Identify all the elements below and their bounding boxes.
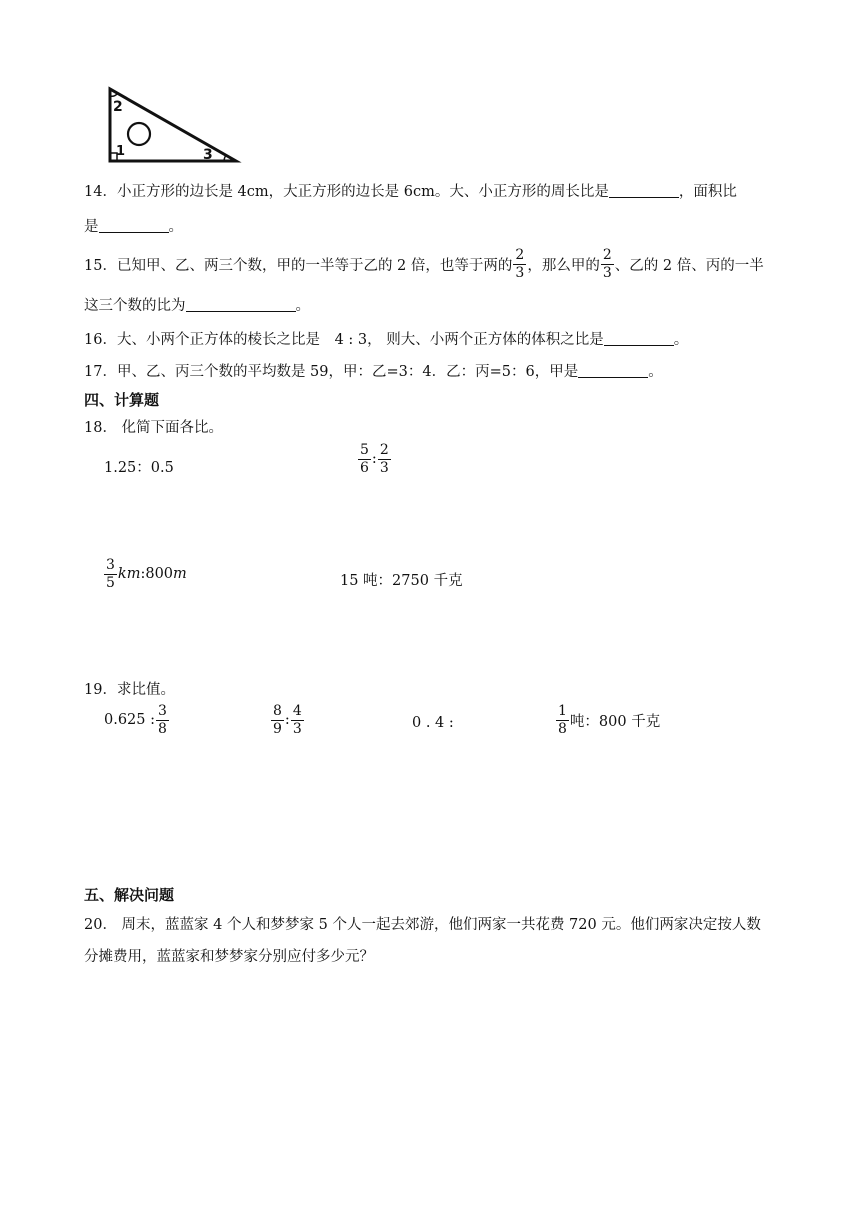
question-17: 17．甲、乙、丙三个数的平均数是 59，甲：乙=3：4．乙：丙=5：6，甲是 。: [84, 364, 663, 380]
section-heading-4: 四、计算题: [84, 391, 160, 409]
answer-blank[interactable]: [99, 218, 169, 233]
q18-item-d: 15 吨：2750 千克: [340, 573, 463, 589]
angle-label-3: 3: [203, 147, 213, 163]
answer-blank[interactable]: [186, 297, 296, 312]
answer-blank[interactable]: [604, 331, 674, 346]
q18-item-a: 1.25：0.5: [104, 460, 174, 476]
q18-item-b: $\frac{5}{6}$ : $\frac{2}{3}$: [360, 442, 389, 476]
question-15-line1: 15．已知甲、乙、两三个数，甲的一半等于乙的 2 倍，也等于两的 $\frac{2}{3}$ ，那么甲的 $\frac{2}{3}$ 、乙的 2 倍、丙的一半: [84, 246, 764, 281]
question-15-line2: 这三个数的比为 。: [84, 298, 310, 314]
question-16: 16．大、小两个正方体的棱长之比是 4 : 3， 则大、小两个正方体的体积之比是 。: [84, 332, 689, 348]
q19-item-c: 0 . 4 :: [412, 715, 454, 731]
q19-item-a: 0.625 : $\frac{3}{8}$: [104, 703, 167, 737]
q18-item-c: $\frac{3}{5}$ km :800 m: [106, 557, 187, 591]
triangle-figure: [100, 84, 242, 166]
answer-blank[interactable]: [609, 183, 679, 198]
fraction: $\frac{2}{3}$: [602, 246, 612, 281]
angle-label-2: 2: [113, 99, 123, 115]
q19-item-b: $\frac{8}{9}$ : $\frac{4}{3}$: [273, 703, 302, 737]
question-14-line1: 14．小正方形的边长是 4cm，大正方形的边长是 6cm。大、小正方形的周长比是 ，面积比: [84, 184, 737, 200]
question-20-line1: 20． 周末，蓝蓝家 4 个人和梦梦家 5 个人一起去郊游，他们两家一共花费 720 元。他们两家决定按人数: [84, 917, 761, 933]
question-20-line2: 分摊费用，蓝蓝家和梦梦家分别应付多少元？: [84, 949, 374, 965]
question-14-line2: 是 。: [84, 219, 183, 235]
answer-blank[interactable]: [578, 363, 648, 378]
section-heading-5: 五、解决问题: [84, 886, 175, 904]
question-19-prompt: 19．求比值。: [84, 682, 175, 698]
angle-label-1: 1: [116, 144, 126, 159]
fraction: $\frac{2}{3}$: [515, 246, 525, 281]
q19-item-d: $\frac{1}{8}$ 吨：800 千克: [558, 703, 661, 737]
question-18-prompt: 18． 化简下面各比。: [84, 420, 224, 436]
